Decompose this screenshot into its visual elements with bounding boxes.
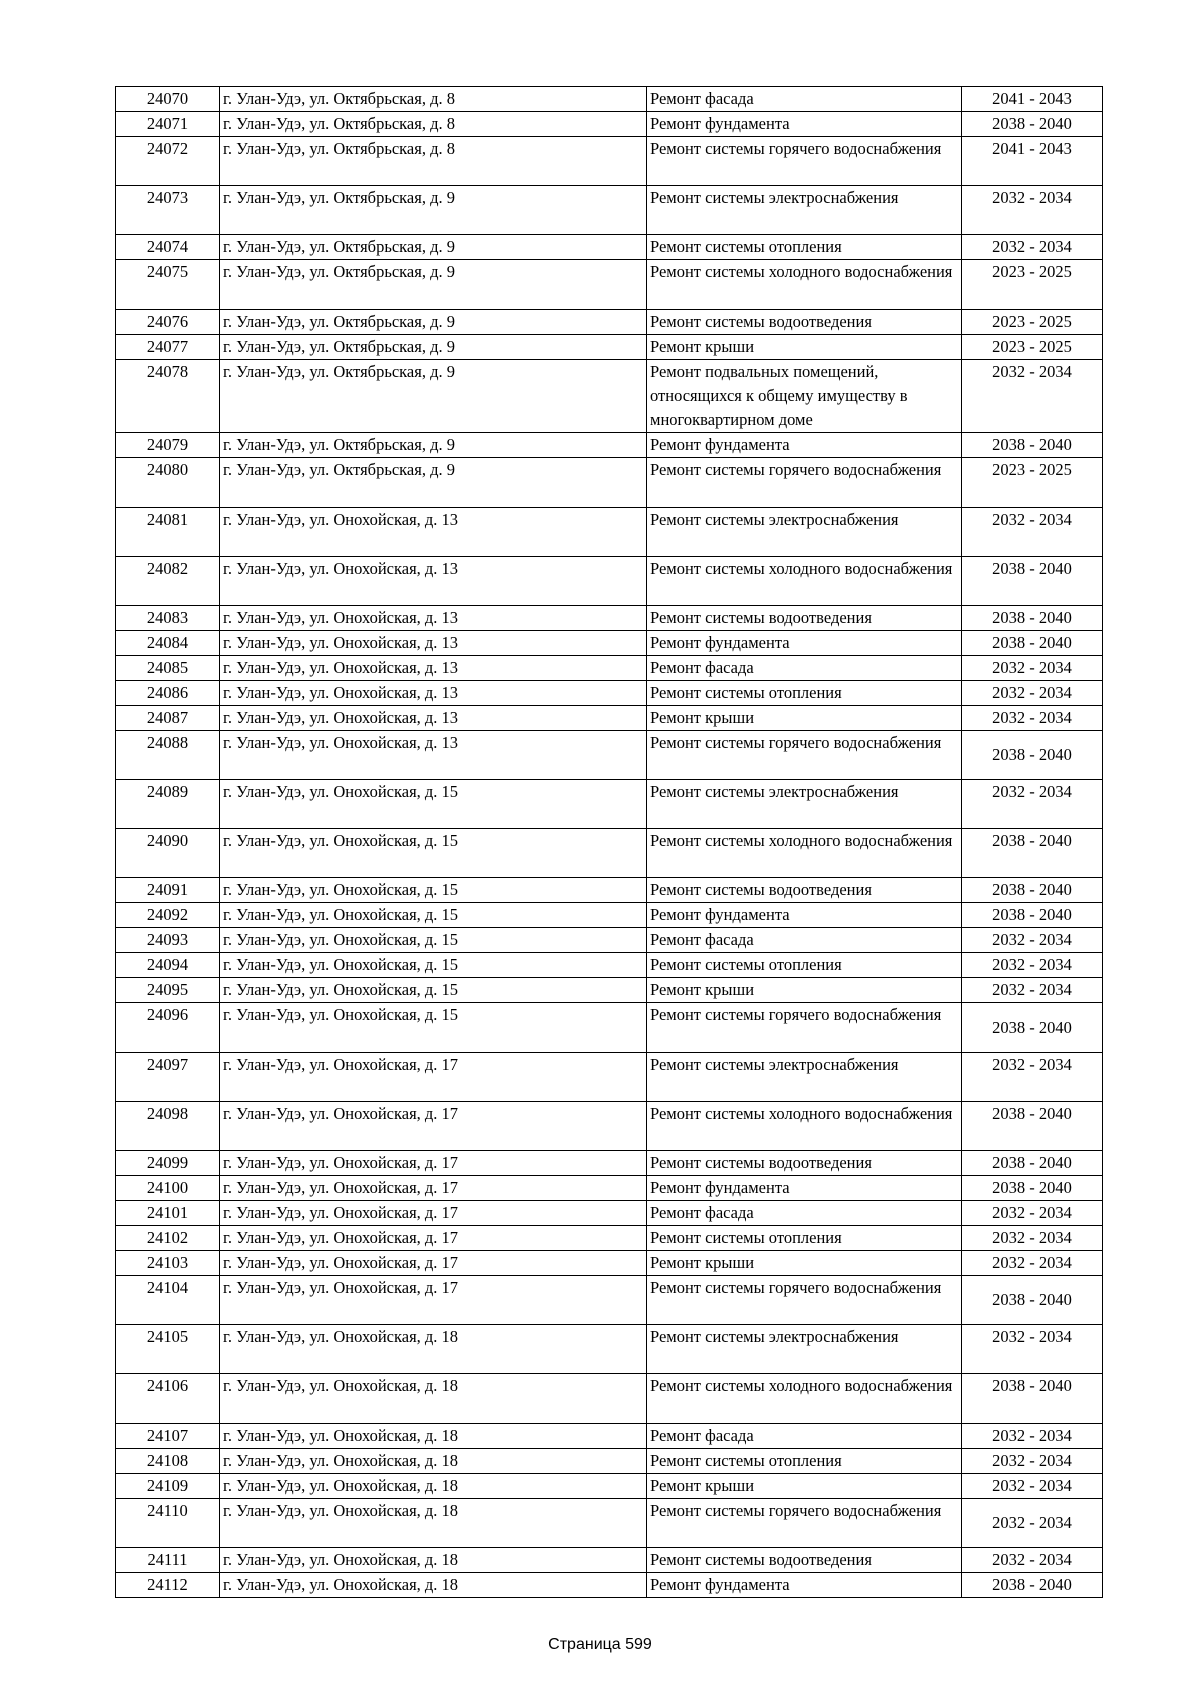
- row-work-type: Ремонт фундамента: [647, 1572, 962, 1597]
- table-row: [116, 1448, 1103, 1473]
- row-address: г. Улан-Удэ, ул. Онохойская, д. 18: [220, 1498, 647, 1547]
- row-id: 24096: [116, 1003, 220, 1052]
- table-row: [116, 260, 1103, 309]
- row-work-type: Ремонт фасада: [647, 928, 962, 953]
- row-address: г. Улан-Удэ, ул. Онохойская, д. 15: [220, 953, 647, 978]
- row-address: г. Улан-Удэ, ул. Октябрьская, д. 9: [220, 309, 647, 334]
- row-address: г. Улан-Удэ, ул. Онохойская, д. 13: [220, 705, 647, 730]
- row-id: 24091: [116, 878, 220, 903]
- row-period: 2038 - 2040: [962, 112, 1103, 137]
- table-row: [116, 953, 1103, 978]
- row-id: 24071: [116, 112, 220, 137]
- row-id: 24094: [116, 953, 220, 978]
- table-row: [116, 1052, 1103, 1101]
- row-address: г. Улан-Удэ, ул. Онохойская, д. 13: [220, 630, 647, 655]
- row-work-type: Ремонт крыши: [647, 1251, 962, 1276]
- table-row: [116, 630, 1103, 655]
- row-address: г. Улан-Удэ, ул. Онохойская, д. 13: [220, 655, 647, 680]
- row-id: 24084: [116, 630, 220, 655]
- row-work-type: Ремонт системы водоотведения: [647, 1547, 962, 1572]
- table-row: [116, 1151, 1103, 1176]
- row-id: 24093: [116, 928, 220, 953]
- row-address: г. Улан-Удэ, ул. Онохойская, д. 17: [220, 1201, 647, 1226]
- table-row: [116, 1325, 1103, 1374]
- row-address: г. Улан-Удэ, ул. Онохойская, д. 18: [220, 1572, 647, 1597]
- table-row: [116, 433, 1103, 458]
- row-address: г. Улан-Удэ, ул. Онохойская, д. 13: [220, 680, 647, 705]
- table-row: [116, 556, 1103, 605]
- row-work-type: Ремонт системы водоотведения: [647, 605, 962, 630]
- row-id: 24073: [116, 186, 220, 235]
- row-work-type: Ремонт системы холодного водоснабжения: [647, 260, 962, 309]
- table-row: [116, 730, 1103, 779]
- table-body: [116, 87, 1103, 1598]
- row-work-type: Ремонт фасада: [647, 655, 962, 680]
- row-period: 2032 - 2034: [962, 359, 1103, 433]
- row-period: 2023 - 2025: [962, 334, 1103, 359]
- row-id: 24074: [116, 235, 220, 260]
- row-work-type: Ремонт системы горячего водоснабжения: [647, 730, 962, 779]
- row-period: 2038 - 2040: [962, 1374, 1103, 1423]
- row-id: 24095: [116, 978, 220, 1003]
- table-row: [116, 780, 1103, 829]
- row-period: 2032 - 2034: [962, 1325, 1103, 1374]
- row-work-type: Ремонт фундамента: [647, 112, 962, 137]
- row-id: 24111: [116, 1547, 220, 1572]
- row-address: г. Улан-Удэ, ул. Октябрьская, д. 9: [220, 235, 647, 260]
- row-period: 2038 - 2040: [962, 829, 1103, 878]
- row-work-type: Ремонт системы горячего водоснабжения: [647, 1276, 962, 1325]
- row-work-type: Ремонт фасада: [647, 1201, 962, 1226]
- row-address: г. Улан-Удэ, ул. Онохойская, д. 18: [220, 1448, 647, 1473]
- table-row: [116, 186, 1103, 235]
- row-id: 24099: [116, 1151, 220, 1176]
- table-row: [116, 928, 1103, 953]
- row-id: 24078: [116, 359, 220, 433]
- row-period: 2032 - 2034: [962, 978, 1103, 1003]
- row-address: г. Улан-Удэ, ул. Онохойская, д. 17: [220, 1151, 647, 1176]
- row-id: 24076: [116, 309, 220, 334]
- row-period: 2032 - 2034: [962, 1052, 1103, 1101]
- row-address: г. Улан-Удэ, ул. Онохойская, д. 13: [220, 730, 647, 779]
- row-address: г. Улан-Удэ, ул. Онохойская, д. 18: [220, 1423, 647, 1448]
- row-work-type: Ремонт системы горячего водоснабжения: [647, 458, 962, 507]
- row-id: 24098: [116, 1101, 220, 1150]
- table-row: [116, 507, 1103, 556]
- row-period: 2038 - 2040: [962, 730, 1103, 779]
- row-period: 2032 - 2034: [962, 705, 1103, 730]
- row-address: г. Улан-Удэ, ул. Онохойская, д. 13: [220, 556, 647, 605]
- row-period: 2038 - 2040: [962, 878, 1103, 903]
- row-work-type: Ремонт системы отопления: [647, 680, 962, 705]
- row-address: г. Улан-Удэ, ул. Октябрьская, д. 8: [220, 112, 647, 137]
- row-id: 24087: [116, 705, 220, 730]
- row-work-type: Ремонт системы электроснабжения: [647, 780, 962, 829]
- row-address: г. Улан-Удэ, ул. Онохойская, д. 17: [220, 1052, 647, 1101]
- table-row: [116, 1547, 1103, 1572]
- table-row: [116, 1176, 1103, 1201]
- row-address: г. Улан-Удэ, ул. Онохойская, д. 15: [220, 829, 647, 878]
- row-address: г. Улан-Удэ, ул. Онохойская, д. 15: [220, 978, 647, 1003]
- row-period: 2041 - 2043: [962, 87, 1103, 112]
- row-period: 2032 - 2034: [962, 655, 1103, 680]
- row-id: 24101: [116, 1201, 220, 1226]
- row-id: 24108: [116, 1448, 220, 1473]
- row-period: 2038 - 2040: [962, 1276, 1103, 1325]
- row-address: г. Улан-Удэ, ул. Онохойская, д. 15: [220, 903, 647, 928]
- row-work-type: Ремонт крыши: [647, 1473, 962, 1498]
- table-row: [116, 1101, 1103, 1150]
- table-row: [116, 1498, 1103, 1547]
- row-work-type: Ремонт подвальных помещений, относящихся к общему имуществу в многоквартирном доме: [647, 359, 962, 433]
- row-work-type: Ремонт системы холодного водоснабжения: [647, 556, 962, 605]
- row-period: 2023 - 2025: [962, 309, 1103, 334]
- row-address: г. Улан-Удэ, ул. Онохойская, д. 15: [220, 780, 647, 829]
- row-work-type: Ремонт системы отопления: [647, 235, 962, 260]
- row-address: г. Улан-Удэ, ул. Онохойская, д. 18: [220, 1325, 647, 1374]
- row-id: 24110: [116, 1498, 220, 1547]
- row-address: г. Улан-Удэ, ул. Онохойская, д. 17: [220, 1226, 647, 1251]
- row-period: 2038 - 2040: [962, 1176, 1103, 1201]
- row-id: 24104: [116, 1276, 220, 1325]
- row-id: 24090: [116, 829, 220, 878]
- row-address: г. Улан-Удэ, ул. Онохойская, д. 15: [220, 1003, 647, 1052]
- row-address: г. Улан-Удэ, ул. Октябрьская, д. 8: [220, 87, 647, 112]
- row-id: 24092: [116, 903, 220, 928]
- row-address: г. Улан-Удэ, ул. Октябрьская, д. 9: [220, 334, 647, 359]
- row-id: 24112: [116, 1572, 220, 1597]
- row-period: 2038 - 2040: [962, 1101, 1103, 1150]
- row-work-type: Ремонт фасада: [647, 1423, 962, 1448]
- row-period: 2032 - 2034: [962, 1423, 1103, 1448]
- table-row: [116, 87, 1103, 112]
- row-work-type: Ремонт системы холодного водоснабжения: [647, 1374, 962, 1423]
- row-work-type: Ремонт системы отопления: [647, 1448, 962, 1473]
- row-id: 24075: [116, 260, 220, 309]
- row-address: г. Улан-Удэ, ул. Онохойская, д. 13: [220, 507, 647, 556]
- row-work-type: Ремонт системы водоотведения: [647, 878, 962, 903]
- row-period: 2038 - 2040: [962, 630, 1103, 655]
- row-period: 2032 - 2034: [962, 1226, 1103, 1251]
- row-period: 2032 - 2034: [962, 928, 1103, 953]
- row-id: 24082: [116, 556, 220, 605]
- table-row: [116, 878, 1103, 903]
- row-address: г. Улан-Удэ, ул. Онохойская, д. 18: [220, 1547, 647, 1572]
- table-row: [116, 1251, 1103, 1276]
- row-id: 24085: [116, 655, 220, 680]
- row-work-type: Ремонт системы горячего водоснабжения: [647, 1003, 962, 1052]
- table-row: [116, 334, 1103, 359]
- row-work-type: Ремонт фундамента: [647, 630, 962, 655]
- row-period: 2032 - 2034: [962, 1201, 1103, 1226]
- row-id: 24080: [116, 458, 220, 507]
- row-address: г. Улан-Удэ, ул. Октябрьская, д. 9: [220, 260, 647, 309]
- table-row: [116, 978, 1103, 1003]
- row-address: г. Улан-Удэ, ул. Онохойская, д. 17: [220, 1176, 647, 1201]
- table-row: [116, 458, 1103, 507]
- row-address: г. Улан-Удэ, ул. Октябрьская, д. 9: [220, 433, 647, 458]
- row-work-type: Ремонт крыши: [647, 978, 962, 1003]
- table-row: [116, 309, 1103, 334]
- row-work-type: Ремонт фундамента: [647, 1176, 962, 1201]
- row-work-type: Ремонт системы холодного водоснабжения: [647, 829, 962, 878]
- row-id: 24088: [116, 730, 220, 779]
- row-address: г. Улан-Удэ, ул. Онохойская, д. 18: [220, 1374, 647, 1423]
- row-address: г. Улан-Удэ, ул. Онохойская, д. 15: [220, 878, 647, 903]
- row-work-type: Ремонт фасада: [647, 87, 962, 112]
- row-work-type: Ремонт фундамента: [647, 903, 962, 928]
- row-address: г. Улан-Удэ, ул. Октябрьская, д. 9: [220, 186, 647, 235]
- row-address: г. Улан-Удэ, ул. Октябрьская, д. 8: [220, 137, 647, 186]
- row-id: 24077: [116, 334, 220, 359]
- table-row: [116, 680, 1103, 705]
- row-id: 24106: [116, 1374, 220, 1423]
- row-id: 24070: [116, 87, 220, 112]
- row-id: 24089: [116, 780, 220, 829]
- row-period: 2032 - 2034: [962, 953, 1103, 978]
- row-id: 24109: [116, 1473, 220, 1498]
- row-id: 24079: [116, 433, 220, 458]
- row-period: 2032 - 2034: [962, 507, 1103, 556]
- repair-schedule-table: [115, 86, 1103, 1598]
- row-address: г. Улан-Удэ, ул. Онохойская, д. 13: [220, 605, 647, 630]
- row-period: 2041 - 2043: [962, 137, 1103, 186]
- row-work-type: Ремонт фундамента: [647, 433, 962, 458]
- row-period: 2038 - 2040: [962, 1572, 1103, 1597]
- row-work-type: Ремонт системы отопления: [647, 1226, 962, 1251]
- table-row: [116, 829, 1103, 878]
- row-period: 2032 - 2034: [962, 186, 1103, 235]
- row-period: 2038 - 2040: [962, 433, 1103, 458]
- row-period: 2032 - 2034: [962, 1473, 1103, 1498]
- row-period: 2032 - 2034: [962, 235, 1103, 260]
- row-period: 2032 - 2034: [962, 1547, 1103, 1572]
- row-id: 24072: [116, 137, 220, 186]
- row-id: 24083: [116, 605, 220, 630]
- table-row: [116, 903, 1103, 928]
- table-row: [116, 1226, 1103, 1251]
- row-work-type: Ремонт системы холодного водоснабжения: [647, 1101, 962, 1150]
- row-period: 2032 - 2034: [962, 1498, 1103, 1547]
- row-work-type: Ремонт системы электроснабжения: [647, 1052, 962, 1101]
- row-period: 2032 - 2034: [962, 680, 1103, 705]
- table-row: [116, 1473, 1103, 1498]
- row-address: г. Улан-Удэ, ул. Онохойская, д. 18: [220, 1473, 647, 1498]
- table-row: [116, 605, 1103, 630]
- table-row: [116, 1423, 1103, 1448]
- table-row: [116, 1276, 1103, 1325]
- row-work-type: Ремонт крыши: [647, 705, 962, 730]
- row-period: 2023 - 2025: [962, 260, 1103, 309]
- row-id: 24105: [116, 1325, 220, 1374]
- table-row: [116, 359, 1103, 433]
- row-work-type: Ремонт системы водоотведения: [647, 1151, 962, 1176]
- row-id: 24102: [116, 1226, 220, 1251]
- row-id: 24086: [116, 680, 220, 705]
- row-address: г. Улан-Удэ, ул. Онохойская, д. 17: [220, 1276, 647, 1325]
- table-row: [116, 235, 1103, 260]
- row-address: г. Улан-Удэ, ул. Октябрьская, д. 9: [220, 359, 647, 433]
- row-id: 24103: [116, 1251, 220, 1276]
- row-address: г. Улан-Удэ, ул. Онохойская, д. 17: [220, 1101, 647, 1150]
- row-address: г. Улан-Удэ, ул. Онохойская, д. 17: [220, 1251, 647, 1276]
- table-row: [116, 705, 1103, 730]
- row-period: 2032 - 2034: [962, 1251, 1103, 1276]
- row-address: г. Улан-Удэ, ул. Онохойская, д. 15: [220, 928, 647, 953]
- row-id: 24100: [116, 1176, 220, 1201]
- row-period: 2038 - 2040: [962, 903, 1103, 928]
- row-period: 2023 - 2025: [962, 458, 1103, 507]
- row-work-type: Ремонт системы электроснабжения: [647, 186, 962, 235]
- table-row: [116, 112, 1103, 137]
- row-period: 2038 - 2040: [962, 1003, 1103, 1052]
- row-work-type: Ремонт системы электроснабжения: [647, 507, 962, 556]
- row-period: 2038 - 2040: [962, 556, 1103, 605]
- row-period: 2038 - 2040: [962, 605, 1103, 630]
- row-period: 2032 - 2034: [962, 780, 1103, 829]
- row-period: 2038 - 2040: [962, 1151, 1103, 1176]
- table-row: [116, 137, 1103, 186]
- row-work-type: Ремонт системы горячего водоснабжения: [647, 1498, 962, 1547]
- row-work-type: Ремонт системы водоотведения: [647, 309, 962, 334]
- table-row: [116, 1003, 1103, 1052]
- page-number: Страница 599: [548, 1636, 652, 1653]
- row-id: 24107: [116, 1423, 220, 1448]
- table-row: [116, 1374, 1103, 1423]
- row-work-type: Ремонт системы отопления: [647, 953, 962, 978]
- row-work-type: Ремонт системы горячего водоснабжения: [647, 137, 962, 186]
- table-row: [116, 655, 1103, 680]
- row-id: 24097: [116, 1052, 220, 1101]
- table-row: [116, 1572, 1103, 1597]
- row-work-type: Ремонт крыши: [647, 334, 962, 359]
- row-work-type: Ремонт системы электроснабжения: [647, 1325, 962, 1374]
- table-row: [116, 1201, 1103, 1226]
- row-period: 2032 - 2034: [962, 1448, 1103, 1473]
- row-id: 24081: [116, 507, 220, 556]
- row-address: г. Улан-Удэ, ул. Октябрьская, д. 9: [220, 458, 647, 507]
